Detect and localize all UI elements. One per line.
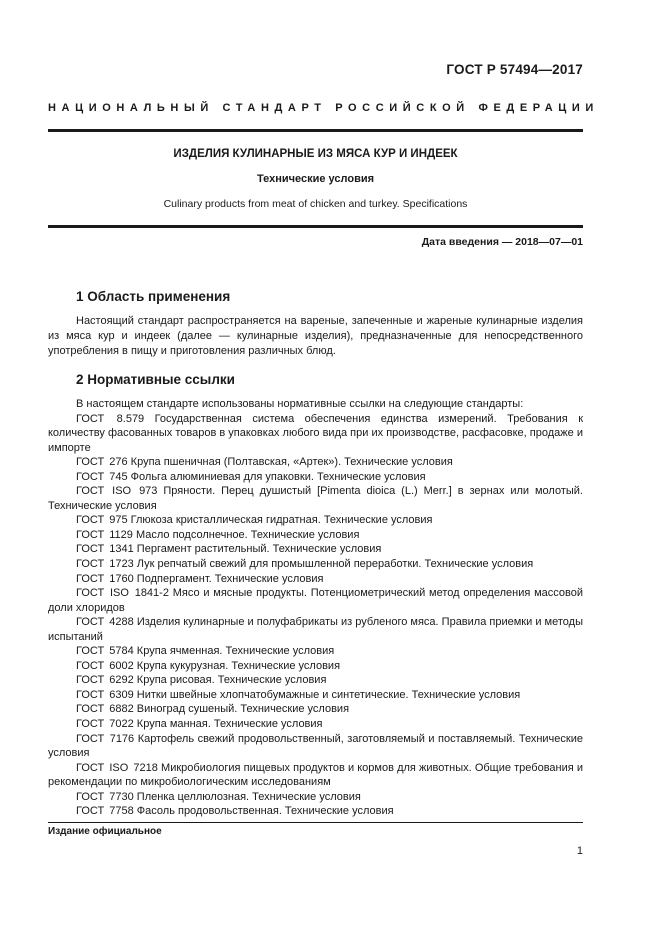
reference-code: ГОСТ 5784 <box>76 645 134 658</box>
reference-code: ГОСТ 6002 <box>76 659 134 672</box>
introduction-date: Дата введения — 2018—07—01 <box>421 236 583 248</box>
reference-title: Лук репчатый свежий для промышленной переработки. Технические условия <box>136 558 534 571</box>
reference-code: ГОСТ 6292 <box>76 674 134 687</box>
section-1-text <box>48 314 583 359</box>
reference-title: Фасоль продовольственная. Технические условия <box>136 805 394 818</box>
section-1-heading: 1 Область применения <box>76 289 231 304</box>
reference-title: Крупа манная. Технические условия <box>136 718 323 731</box>
reference-item <box>48 455 583 470</box>
reference-title: Пленка целлюлозная. Технические условия <box>136 790 361 803</box>
reference-item <box>48 732 583 761</box>
reference-title: Мясо и мясные продукты. Потенциометрический метод определения массовой доли хлоридов <box>48 587 583 614</box>
reference-title: Крупа рисовая. Технические условия <box>136 674 327 687</box>
document-title: ИЗДЕЛИЯ КУЛИНАРНЫЕ ИЗ МЯСА КУР И ИНДЕЕК <box>173 148 458 160</box>
official-edition-label: Издание официальное <box>48 826 162 837</box>
top-divider <box>48 129 583 132</box>
reference-code: ГОСТ 1341 <box>76 543 134 556</box>
reference-title: Крупа ячменная. Технические условия <box>136 645 335 658</box>
reference-item <box>48 659 583 674</box>
reference-item <box>48 761 583 790</box>
reference-item <box>48 528 583 543</box>
reference-code: ГОСТ 7022 <box>76 718 134 731</box>
reference-title: Подпергамент. Технические условия <box>136 572 324 585</box>
title-divider <box>48 225 583 228</box>
reference-item <box>48 644 583 659</box>
reference-code: ГОСТ 4288 <box>76 616 134 629</box>
reference-title: Государственная система обеспечения единства измерений. Требования к количеству фасованных товаров в упаковках любого вида при их производстве, расфасовке, продаже и импорте <box>48 412 584 454</box>
reference-code: ГОСТ 975 <box>76 514 128 527</box>
national-standard-heading: НАЦИОНАЛЬНЫЙ СТАНДАРТ РОССИЙСКОЙ ФЕДЕРАЦИИ <box>48 102 599 114</box>
reference-code: ГОСТ 6882 <box>76 703 134 716</box>
reference-item <box>48 513 583 528</box>
reference-item <box>48 673 583 688</box>
reference-title: Крупа кукурузная. Технические условия <box>136 659 341 672</box>
reference-item <box>48 412 583 456</box>
reference-code: ГОСТ 745 <box>76 470 128 483</box>
reference-title: Пергамент растительный. Технические условия <box>136 543 382 556</box>
footer-divider <box>48 822 583 823</box>
reference-title: Нитки швейные хлопчатобумажные и синтетические. Технические условия <box>136 688 521 701</box>
reference-title: Изделия кулинарные и полуфабрикаты из рубленого мяса. Правила приемки и методы испытаний <box>48 616 583 643</box>
reference-item <box>48 557 583 572</box>
reference-item <box>48 717 583 732</box>
reference-code: ГОСТ 1760 <box>76 572 134 585</box>
reference-code: ГОСТ 1129 <box>76 528 133 541</box>
reference-code: ГОСТ 7758 <box>76 805 134 818</box>
reference-code: ГОСТ 8.579 <box>76 412 145 425</box>
reference-item <box>48 484 583 513</box>
section-2-heading: 2 Нормативные ссылки <box>76 372 235 387</box>
reference-code: ГОСТ 7730 <box>76 790 134 803</box>
english-title: Culinary products from meat of chicken and turkey. Specifications <box>163 198 468 210</box>
section-1-body: Настоящий стандарт распространяется на вареные, запеченные и жареные кулинарные изделия из мяса кур и индеек (далее — кулинарные изделия), предназначенные для непосредственного употребления в пищу и приготовления различных блюд. <box>48 315 583 357</box>
reference-title: Масло подсолнечное. Технические условия <box>135 528 360 541</box>
reference-item <box>48 615 583 644</box>
reference-code: ГОСТ 7176 <box>76 732 135 745</box>
reference-code: ГОСТ ISO 1841-2 <box>76 587 169 600</box>
reference-code: ГОСТ ISO 973 <box>76 485 158 498</box>
reference-code: ГОСТ 1723 <box>76 558 134 571</box>
reference-item <box>48 470 583 485</box>
references-intro: В настоящем стандарте использованы нормативные ссылки на следующие стандарты: <box>76 398 524 410</box>
reference-title: Глюкоза кристаллическая гидратная. Технические условия <box>130 514 433 527</box>
reference-title: Картофель свежий продовольственный, заготовляемый и поставляемый. Технические условия <box>48 732 583 760</box>
reference-code: ГОСТ 6309 <box>76 688 134 701</box>
reference-title: Микробиология пищевых продуктов и кормов для животных. Общие требования и рекомендации по микробиологическим исследованиям <box>48 761 583 789</box>
reference-item <box>48 586 583 615</box>
reference-code: ГОСТ 276 <box>76 456 128 469</box>
reference-item <box>48 688 583 703</box>
reference-title: Фольга алюминиевая для упаковки. Технические условия <box>130 470 426 483</box>
reference-item <box>48 542 583 557</box>
reference-item <box>48 804 583 819</box>
reference-title: Крупа пшеничная (Полтавская, «Артек»). Технические условия <box>130 456 453 469</box>
reference-title: Виноград сушеный. Технические условия <box>136 703 350 716</box>
document-number: ГОСТ Р 57494—2017 <box>446 62 583 77</box>
reference-code: ГОСТ ISO 7218 <box>76 761 158 774</box>
reference-item <box>48 702 583 717</box>
references-list <box>48 397 583 819</box>
reference-title: Пряности. Перец душистый [Pimenta dioica (L.) Merr.] в зернах или молотый. Технические условия <box>48 485 583 512</box>
document-subtitle: Технические условия <box>256 173 375 185</box>
reference-item <box>48 572 583 587</box>
page-number: 1 <box>576 845 583 857</box>
references-container <box>48 412 583 819</box>
reference-item <box>48 790 583 805</box>
